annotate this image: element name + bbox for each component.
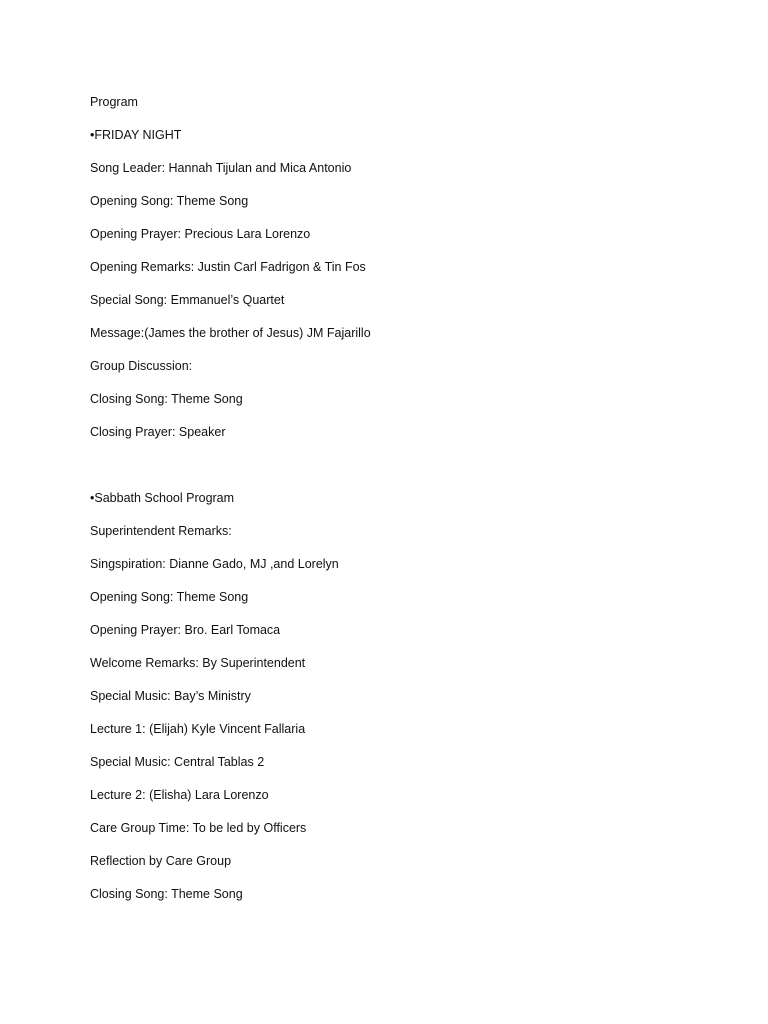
friday-night-heading: •FRIDAY NIGHT xyxy=(90,128,182,142)
friday-item: Closing Song: Theme Song xyxy=(90,392,243,406)
sabbath-item: Special Music: Bay’s Ministry xyxy=(90,689,251,703)
sabbath-item: Opening Song: Theme Song xyxy=(90,590,249,604)
sabbath-item: Singspiration: Dianne Gado, MJ ,and Lorelyn xyxy=(90,557,339,571)
sabbath-item: Lecture 1: (Elijah) Kyle Vincent Fallaria xyxy=(90,722,306,736)
sabbath-item: Opening Prayer: Bro. Earl Tomaca xyxy=(90,623,281,637)
blank-line xyxy=(90,455,690,488)
sabbath-item: Reflection by Care Group xyxy=(90,854,232,868)
friday-item: Opening Remarks: Justin Carl Fadrigon & Tin Fos xyxy=(90,260,366,274)
sabbath-item: Welcome Remarks: By Superintendent xyxy=(90,656,306,670)
sabbath-item: Special Music: Central Tablas 2 xyxy=(90,755,265,769)
friday-item: Group Discussion: xyxy=(90,359,193,373)
sabbath-item: Lecture 2: (Elisha) Lara Lorenzo xyxy=(90,788,269,802)
sabbath-item: Care Group Time: To be led by Officers xyxy=(90,821,307,835)
friday-item: Message:(James the brother of Jesus) JM Fajarillo xyxy=(90,326,371,340)
sabbath-item: Superintendent Remarks: xyxy=(90,524,232,538)
friday-item: Special Song: Emmanuel’s Quartet xyxy=(90,293,285,307)
sabbath-item: Closing Song: Theme Song xyxy=(90,887,243,901)
friday-item: Song Leader: Hannah Tijulan and Mica Antonio xyxy=(90,161,352,175)
document-title: Program xyxy=(90,95,138,109)
sabbath-school-heading: •Sabbath School Program xyxy=(90,491,235,505)
document-body xyxy=(90,92,690,917)
friday-item: Opening Song: Theme Song xyxy=(90,194,249,208)
friday-item: Opening Prayer: Precious Lara Lorenzo xyxy=(90,227,311,241)
friday-item: Closing Prayer: Speaker xyxy=(90,425,226,439)
